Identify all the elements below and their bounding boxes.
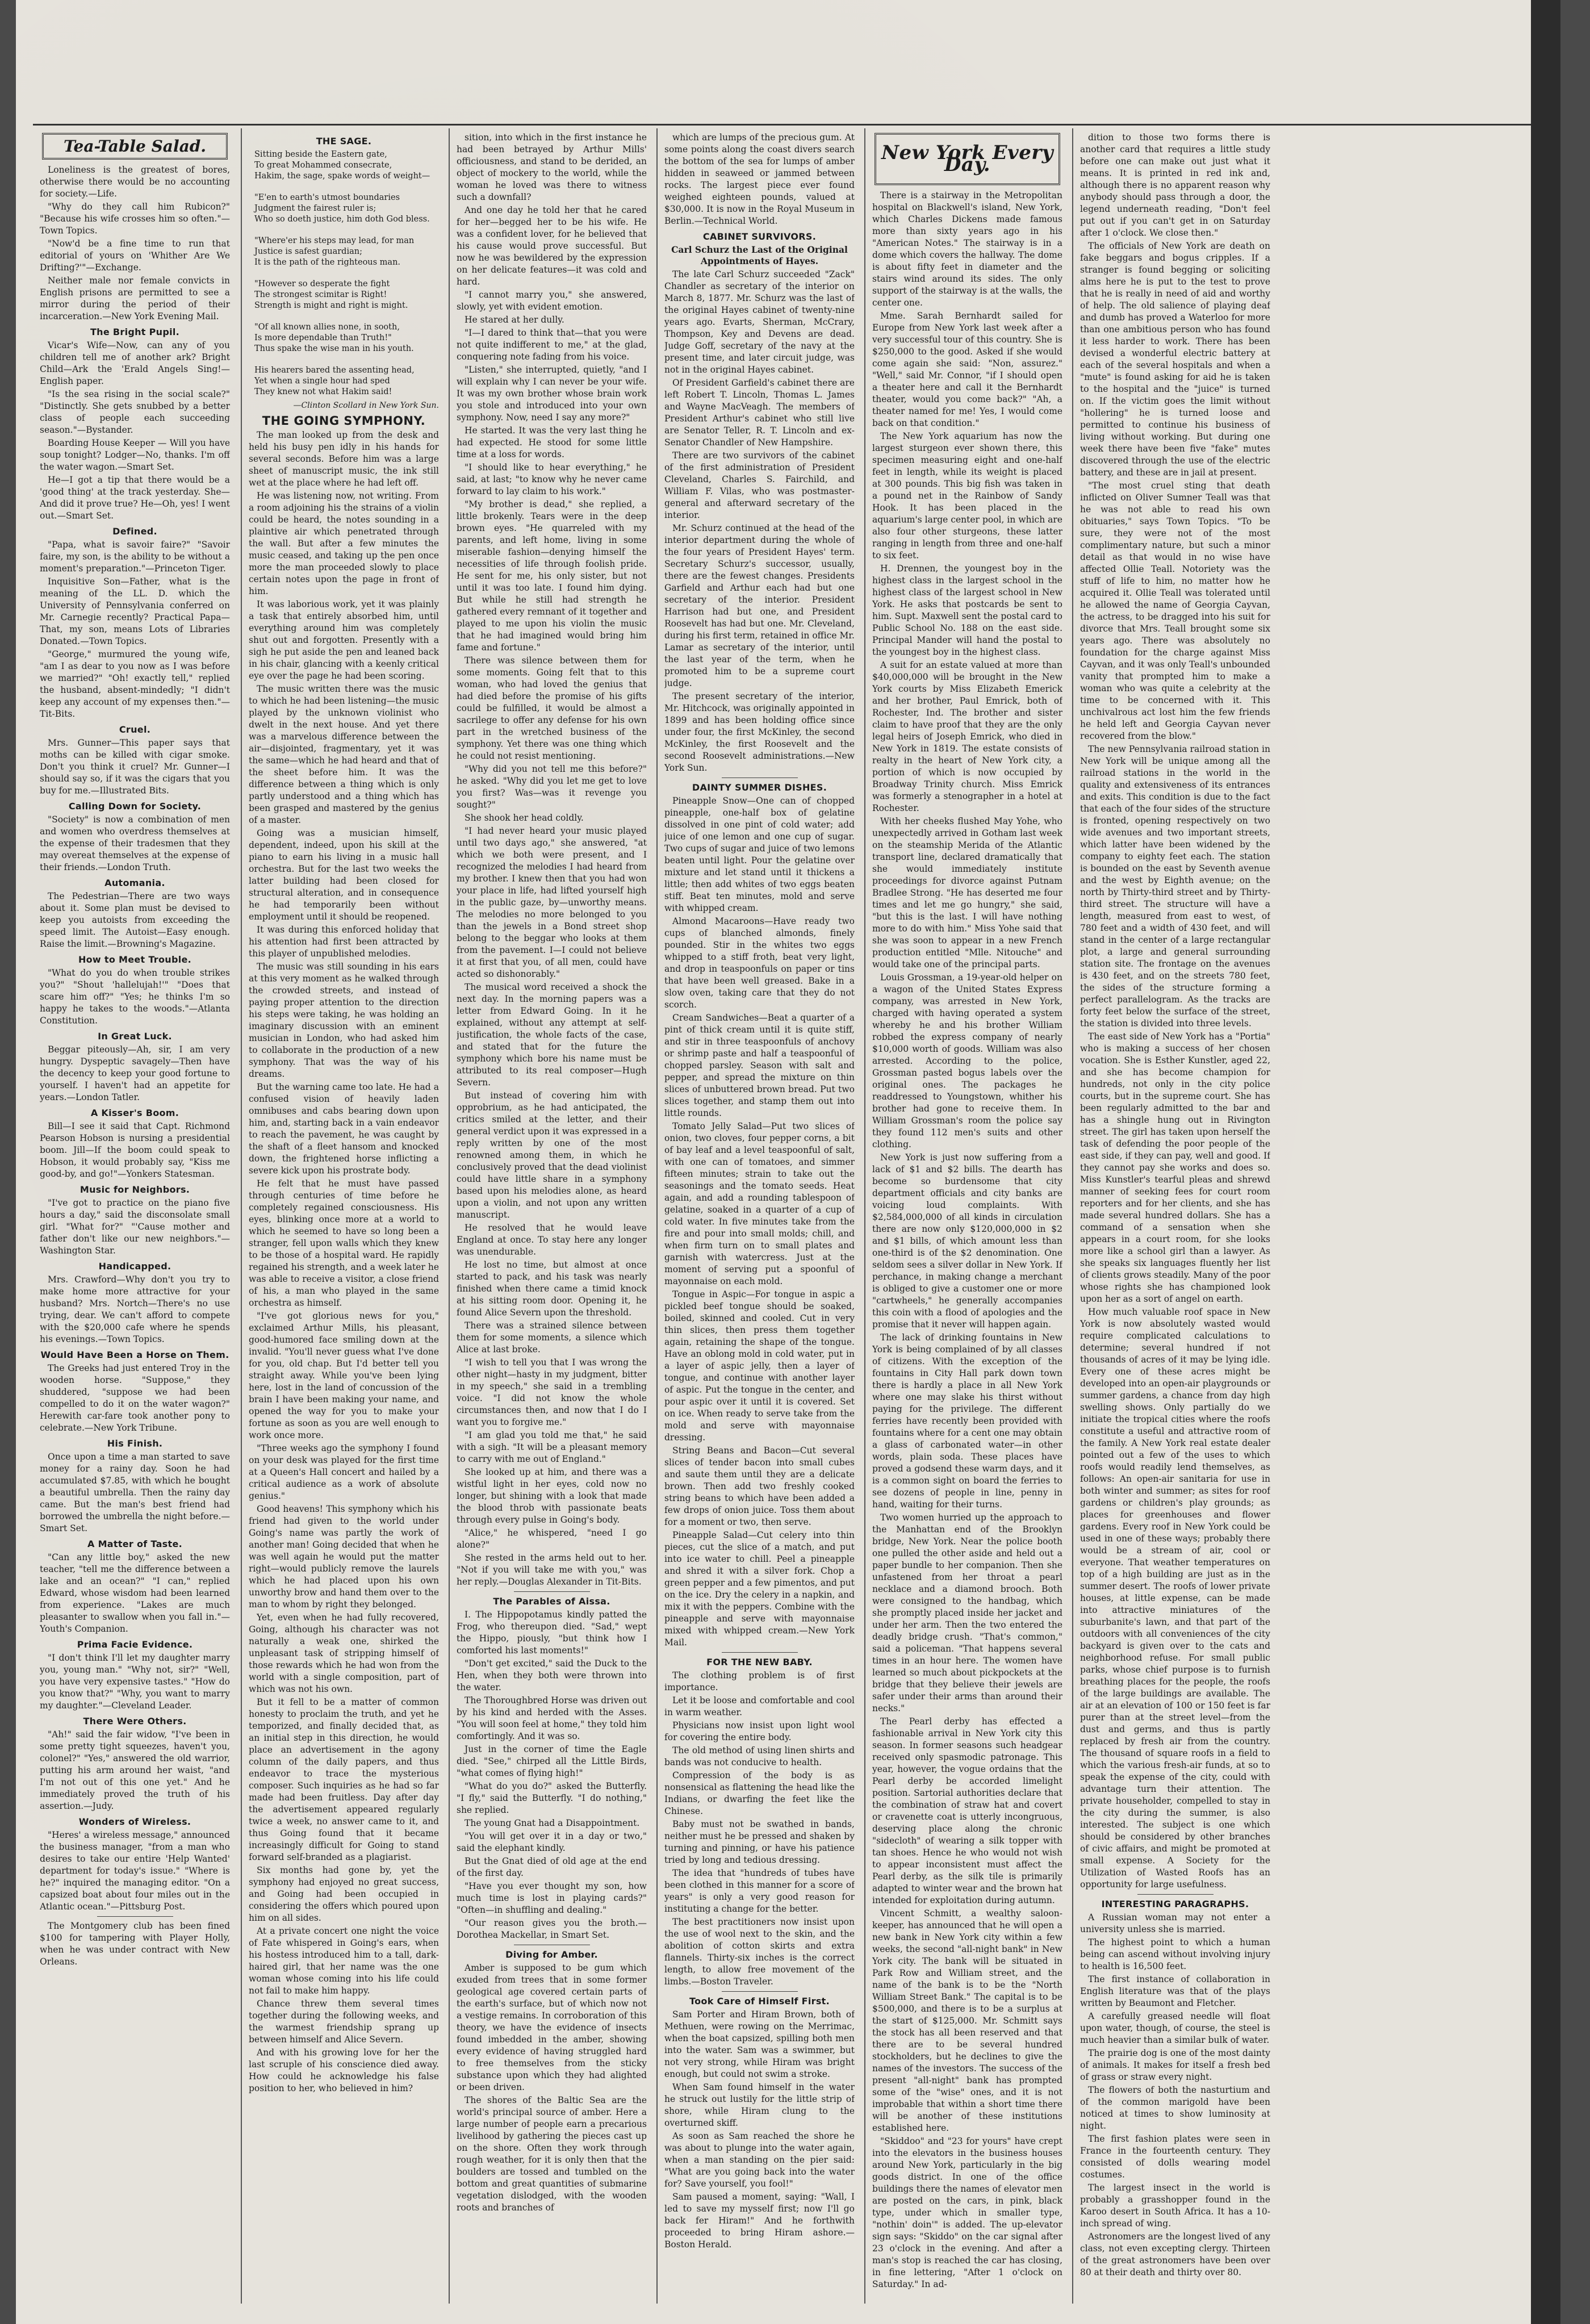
story-headline: THE GOING SYMPHONY. <box>262 414 426 428</box>
article-paragraph: The largest insect in the world is probably a grasshopper found in the Karoo desert in South Africa. It has a 10-inch spread of wing. <box>1080 2183 1270 2229</box>
article-paragraph: The young Gnat had a Disappointment. <box>465 1818 640 1828</box>
article-paragraph: The Pedestrian—There are two ways about it. Some plan must be devised to keep you autoists from exceeding the speed limit. The Autoist—Easy enough. Raise the limit.—Browning's Magazine. <box>40 891 230 949</box>
column-4 <box>664 132 855 2301</box>
section-heading: In Great Luck. <box>98 1031 172 1042</box>
article-paragraph: "I am glad you told me that," he said with a sigh. "It will be a pleasant memory to carry with me out of England." <box>457 1430 647 1464</box>
article-paragraph: Mrs. Gunner—This paper says that moths can be killed with cigar smoke. Don't you think it cruel? Mr. Gunner—I should say so, if it was the cigars that you buy for me.—Illustrated Bits. <box>40 738 230 796</box>
article-paragraph: Sam Porter and Hiram Brown, both of Methuen, were rowing on the Merrimac, when the boat capsized, spilling both men into the water. Sam was a swimmer, but not very strong, while Hiram was bright enough, but could not swim a stroke. <box>664 2009 855 2079</box>
column-3 <box>457 132 647 2301</box>
article-paragraph: How much valuable roof space in New York is now absolutely wasted would require complicated calculations to determine; several hundred if not thousands of acres of it may be lying idle. Every one of these acres might be developed into an open-air playgrounds or summer gardens, a chance from day high swelling shows. Only partially do we initiate the tropical cities where the roofs constitute a useful and attractive room of the family. A New York real estate dealer pointed out a few of the uses to which roofs would readily lend themselves, as follows: An open-air sanitaria for use in both winter and summer; as sites for roof gardens or children's play grounds; as places for greenhouses and flower gardens. Every roof in New York could be used in one of these ways; probably there would be a stream of air, cool or everyone. That weather temperatures on top of a high building are just as in the summer desert. The roofs of lower private houses, at little expense, can be made into attractive miniatures of the suburbanite's lawn, and that part of the outdoors with all conveniences of the city backyard is given over to the cats and neighborhood refuse. For small public parks, whose chief purpose is to furnish breathing places for the people, the roofs of the large buildings are available. The air at an elevation of 100 or 150 feet is far purer than at the street level—from the dust and germs, and thus is partly replaced by fresh air from the country. The thousand of square roofs in a field to which the various fresh-air funds, at so to speak the expense of the city, could with advantage turn their attention. The private householder, compelled to stay in the city during the summer, is also interested. The subject is one which should be considered by other branches of civic affairs, and might be promoted at small expense. A Society for the Utilization of Wasted Roofs has an opportunity for large usefulness. <box>1080 1307 1270 1890</box>
article-paragraph: "Is the sea rising in the social scale?" "Distinctly. She gets snubbed by a better class of people each succeeding season."—Bystander. <box>40 389 230 435</box>
section-heading: The Bright Pupil. <box>90 327 180 337</box>
article-paragraph: "I cannot marry you," she answered, slowly, yet with evident emotion. <box>457 290 647 312</box>
article-paragraph: Vicar's Wife—Now, can any of you children tell me of another ark? Bright Child—Ark the 'Erald Angels Sing!—English paper. <box>40 340 230 386</box>
article-paragraph: But the warning came too late. He had a confused vision of heavily laden omnibuses and cabs bearing down upon him, and, starting back in a vain endeavor to reach the pavement, he was caught by the shaft of a fleet hansom and knocked down, the frightened horse inflicting a severe kick upon his prostrate body. <box>249 1082 439 1176</box>
column-rule <box>449 128 450 2304</box>
article-paragraph: "Papa, what is savoir faire?" "Savoir faire, my son, is the ability to be without a moment's preparation."—Princeton Tiger. <box>40 540 230 574</box>
article-paragraph: The best practitioners now insist upon the use of wool next to the skin, and the abolition of cotton skirts and extra flannels. Thirty-six inches is the correct length, to allow free movement of the limbs.—Boston Traveler. <box>664 1917 855 1987</box>
article-paragraph: "What do you do?" asked the Butterfly. "I fly," said the Butterfly. "I do nothing," she replied. <box>457 1781 647 1815</box>
section-heading: DAINTY SUMMER DISHES. <box>692 782 827 793</box>
article-paragraph: It was laborious work, yet it was plainly a task that entirely absorbed him, until everything around him was completely shut out and forgotten. Presently with a sigh he put aside the pen and leaned back in his chair, glancing with a keenly critical eye over the page he had been scoring. <box>249 599 439 681</box>
article-paragraph: Of President Garfield's cabinet there are left Robert T. Lincoln, Thomas L. James and Wayne MacVeagh. The members of President Arthur's cabinet who still live are Senator Teller, R. T. Lincoln and ex-Senator Chandler of New Hampshire. <box>664 378 855 448</box>
article-paragraph: "The most cruel sting that death inflicted on Oliver Sumner Teall was that he was not able to read his own obituaries," says Town Topics. "To be sure, they were not of the most complimentary nature, but such a minor detail as that would in no wise have affected Ollie Teall. Notoriety was the stuff of life to him, no matter how he acquired it. Ollie Teall was tolerated until he allowed the name of Georgia Cayvan, the actress, to be dragged into his suit for divorce that Mrs. Teall brought some six years ago. There was absolutely no foundation for the charge against Miss Cayvan, and it was only Teall's unbounded vanity that prompted him to make a woman who was quite a celebrity at the time to be concerned with it. This unchivalrous act lost him the few friends he held left and Georgia Cayvan never recovered from the blow." <box>1080 480 1270 741</box>
article-paragraph: Bill—I see it said that Capt. Richmond Pearson Hobson is nursing a presidential boom. Jill—If the boom could speak to Hobson, it would probably say, "Kiss me good-by, and go!"—Yonkers Statesman. <box>40 1121 230 1179</box>
article-paragraph: There was a strained silence between them for some moments, a silence which Alice at last broke. <box>457 1320 647 1355</box>
section-heading: Calling Down for Society. <box>68 801 202 812</box>
article-paragraph: He stared at her dully. <box>465 315 564 325</box>
separator-rule <box>722 1991 798 1992</box>
article-paragraph: He lost no time, but almost at once started to pack, and his task was nearly finished when there came a timid knock at his sitting room door. Opening it, he found Alice Severn upon the threshold. <box>457 1260 647 1318</box>
article-paragraph: "Skiddoo" and "23 for yours" have crept into the elevators in the business houses around New York, particularly in the big goods district. In one of the office buildings there the names of elevator men are posted on the cars, in pink, black type, under which in smaller type, "nothin' doin'" is added. The up-elevator sign says: "Skiddo" on the car signal after 23 o'clock in the evening. And after a man's stop is reached the car has closing, in fine lettering, "After 1 o'clock on Saturday." In ad- <box>872 2136 1062 2289</box>
article-paragraph: The New York aquarium has now the largest sturgeon ever shown there, this specimen measuring eight and one-half feet in length, while its weight is placed at 300 pounds. This big fish was taken in a pound net in the Rainbow of Sandy Hook. It has been placed in the aquarium's large center pool, in which are also four other sturgeons, these latter ranging in length from three and one-half to six feet. <box>872 431 1062 561</box>
article-paragraph: The man looked up from the desk and held his busy pen idly in his hands for several seconds. Before him was a large sheet of manuscript music, the ink still wet at the place where he had left off. <box>249 430 439 488</box>
article-paragraph: She rested in the arms held out to her. "Not if you will take me with you," was her reply.—Douglas Alexander in Tit-Bits. <box>457 1553 647 1587</box>
article-paragraph: The late Carl Schurz succeeded "Zack" Chandler as secretary of the interior on March 8, 1877. Mr. Schurz was the last of the original Hayes cabinet of twenty-nine years ago. Evarts, Sherman, McCrary, Thompson, Key and Devens are dead. Judge Goff, secretary of the navy at the present time, and later circuit judge, was not in the original Hayes cabinet. <box>664 269 855 375</box>
article-paragraph: "I had never heard your music played until two days ago," she answered, "at which we both were present, and I recognized the melodies I had heard from my brother. I knew then that you had won your place in life, had lifted yourself high in the public gaze, by—unworthy means. The melodies no more belonged to you than the jewels in a Bond street shop belong to the beggar who looks at them from the pavement. I—I could not believe it at first that you, of all men, could have acted so dishonorably." <box>457 826 647 979</box>
article-paragraph: "Society" is now a combination of men and women who overdress themselves at the expense of their tradesmen that they may overeat themselves at the expense of their friends.—London Truth. <box>40 814 230 872</box>
article-paragraph: Pineapple Salad—Cut celery into thin pieces, cut the slice of a match, and put into ice water to chill. Peel a pineapple and shred it with a silver fork. Chop a green pepper and a few pimentos, and put on the ice. Dry the celery in a napkin, and mix it with the peppers. Combine with the pineapple and serve with mayonnaise mixed with whipped cream.—New York Mail. <box>664 1530 855 1648</box>
article-paragraph: "Don't get excited," said the Duck to the Hen, when they both were thrown into the water. <box>457 1658 647 1692</box>
section-heading: A Matter of Taste. <box>87 1539 182 1549</box>
column-rule <box>1072 128 1073 2304</box>
section-heading: Defined. <box>112 526 157 537</box>
section-heading: Cruel. <box>119 724 151 735</box>
section-heading: THE SAGE. <box>316 136 372 147</box>
article-paragraph: "I should like to hear everything," he said, at last; "to know why he never came forward to lay claim to his work." <box>457 462 647 496</box>
article-paragraph: The Montgomery club has been fined $100 for tampering with Player Holly, when he was under contract with New Orleans. <box>40 1921 230 1967</box>
section-heading: Wonders of Wireless. <box>78 1816 191 1827</box>
article-paragraph: Boarding House Keeper — Will you have soup tonight? Lodger—No, thanks. I'm off the water wagon.—Smart Set. <box>40 438 230 472</box>
article-paragraph: New York is just now suffering from a lack of $1 and $2 bills. The dearth has become so burdensome that city department officials and city banks are voicing loud complaints. With $2,584,000,000 of all kinds in circulation there are now only $120,000,000 in $2 and $1 bills, of which amount less than one-third is of the $2 denomination. One seldom sees a silver dollar in New York. If perchance, in making change a merchant is obliged to give a customer one or more "cartwheels," he generally accompanies this coin with a flood of apologies and the promise that it never will happen again. <box>872 1152 1062 1330</box>
article-paragraph: He—I got a tip that there would be a 'good thing' at the track yesterday. She—And did it prove true? He—Oh, yes! I went out.—Smart Set. <box>40 475 230 521</box>
article-paragraph: Tomato Jelly Salad—Put two slices of onion, two cloves, four pepper corns, a bit of bay leaf and a level teaspoonful of salt, with one can of tomatoes, and simmer fifteen minutes; strain to take out the seasonings and the tomato seeds. Heat again, and add a rounding tablespoon of gelatine, soaked in a quarter of a cup of cold water. In five minutes take from the fire and pour into small molds; chill, and when firm turn on to small plates and garnish with watercress. Just at the moment of serving put a spoonful of mayonnaise on each mold. <box>664 1121 855 1286</box>
article-paragraph: "Can any little boy," asked the new teacher, "tell me the difference between a lake and an ocean?" "I can," replied Edward, whose wisdom had been learned from experience. "Lakes are much pleasanter to swallow when you fall in."—Youth's Companion. <box>40 1552 230 1634</box>
page-edge-shadow <box>1531 0 1560 2324</box>
article-paragraph: The music was still sounding in his ears at this very moment as he walked through the crowded streets, and instead of paying proper attention to the direction his steps were taking, he was holding an imaginary discussion with an eminent musician in London, who had asked him to collaborate in the production of a new symphony. That was the way of his dreams. <box>249 962 439 1079</box>
article-paragraph: "Heres' a wireless message," announced the business manager, "from a man who desires to take our entire 'Help Wanted' department for today's issue." "Where is he?" inquired the managing editor. "On a capsized boat about four miles out in the Atlantic ocean."—Pittsburg Post. <box>40 1830 230 1912</box>
article-paragraph: Just in the corner of time the Eagle died. "See," chirped all the Little Birds, "what comes of flying high!" <box>457 1744 647 1778</box>
article-paragraph: The old method of using linen shirts and bands was not conducive to health. <box>664 1745 855 1767</box>
article-paragraph: She looked up at him, and there was a wistful light in her eyes, cold now no longer, but shining with a look that made the blood throb with passionate beats through every pulse in Going's body. <box>457 1467 647 1525</box>
article-paragraph: The first instance of collaboration in English literature was that of the plays written by Beaumont and Fletcher. <box>1080 1974 1270 2008</box>
article-paragraph: "I don't think I'll let my daughter marry you, young man." "Why not, sir?" "Well, you have very expensive tastes." "How do you know that?" "Why, you want to marry my daughter."—Cleveland Leader. <box>40 1653 230 1711</box>
article-paragraph: "I've got glorious news for you," exclaimed Arthur Mills, his pleasant, good-humored face smiling down at the invalid. "You'll never guess what I've done for you, old chap. But I'd better tell you straight away. While you've been lying here, lost in the land of concussion of the brain I have been making your name, and opened the way for you to make your fortune as soon as you are well enough to work once more. <box>249 1311 439 1440</box>
story-subheadline: Carl Schurz the Last of the Original Appointments of Hayes. <box>671 244 848 266</box>
article-paragraph: Beggar piteously—Ah, sir, I am very hungry. Dyspeptic savagely—Then have the decency to keep your good fortune to yourself. I haven't had an appetite for years.—London Tatler. <box>40 1044 230 1102</box>
article-paragraph: Yet, even when he had fully recovered, Going, although his character was not naturally a weak one, shirked the unpleasant task of stripping himself of those rewards which he had won from the world with a single composition, part of which was not his own. <box>249 1612 439 1694</box>
section-heading: Took Care of Himself First. <box>689 1996 830 2007</box>
article-paragraph: Mme. Sarah Bernhardt sailed for Europe from New York last week after a very successful tour of this country. She is $250,000 to the good. Asked if she would come again she said: "Non, assurez." "Well," said Mr. Connor, "if I should open a theater here and call it the Bernhardt theater, would you come back?" "Ah, a theater named for me! Yes, I would come back on that condition." <box>872 311 1062 428</box>
article-paragraph: Once upon a time a man started to save money for a rainy day. Soon he had accumulated $7.85, with which he bought a beautiful umbrella. Then the rainy day came. But the man's best friend had borrowed the umbrella the night before.—Smart Set. <box>40 1452 230 1533</box>
article-paragraph: It was during this enforced holiday that his attention had first been attracted by this player of unpublished melodies. <box>249 925 439 959</box>
article-paragraph: "What do you do when trouble strikes you?" "Shout 'hallelujah!'" "Does that scare him off?" "Yes; he thinks I'm so happy he takes to the woods."—Atlanta Constitution. <box>40 968 230 1026</box>
article-paragraph: Going was a musician himself, dependent, indeed, upon his skill at the piano to earn his living in a music hall orchestra. But for the last two weeks the latter building had been closed for structural alteration, and in consequence he had temporarily been without employment until it should be reopened. <box>249 828 439 922</box>
article-paragraph: "My brother is dead," she replied, a little brokenly. Tears were in the deep brown eyes. "He quarreled with my parents, and left home, living in some miserable fashion—denying himself the necessities of life through foolish pride. He sent for me, his only sister, but not until it was too late. I found him dying. But while he still had strength he gathered every remnant of it together and played to me upon his violin the music that he had imagined would bring him fame and fortune." <box>457 499 647 653</box>
article-paragraph: Astronomers are the longest lived of any class, not even excepting clergy. Thirteen of the great astronomers have been over 80 at their death and thirty over 80. <box>1080 2231 1270 2277</box>
article-paragraph: Vincent Schmitt, a wealthy saloon-keeper, has announced that he will open a new bank in New York city within a few weeks, the second "all-night bank" in New York city. The bank will be situated in Park Row and William street, and the name of the bank is to be the "North William Street Bank." The capital is to be $500,000, and there is to be a surplus at the start of $125,000. Mr. Schmitt says the stock has all been reserved and that there are to be several hundred stockholders, but he declines to give the names of the investors. The success of the present "all-night" bank has prompted some of the "wise" ones, and it is not improbable that within a short time there will be another of these institutions established here. <box>872 1908 1062 2133</box>
article-paragraph: "George," murmured the young wife, "am I as dear to you now as I was before we married?" "Oh! exactly tell," replied the husband, absent-mindedly; "I didn't keep any account of my expenses then."—Tit-Bits. <box>40 649 230 719</box>
article-paragraph: With her cheeks flushed May Yohe, who unexpectedly arrived in Gotham last week on the steamship Merida of the Atlantic transport line, declared dramatically that she would immediately institute proceedings for divorce against Putnam Bradlee Strong. "He has deserted me four times and let me go hungry," she said, "but this is the last. I will have nothing more to do with him." Miss Yohe said that she was soon to appear in a new French production entitled "Mlle. Nitouche" and would take one of the principal parts. <box>872 816 1062 969</box>
article-paragraph: A carefully greased needle will float upon water, though, of course, the steel is much heavier than a similar bulk of water. <box>1080 2011 1270 2045</box>
article-paragraph: Physicians now insist upon light wool for covering the entire body. <box>664 1720 855 1742</box>
article-paragraph: The musical word received a shock the next day. In the morning papers was a letter from Edward Going. In it he explained, without any attempt at self-justification, the whole facts of the case, and stated that for the future the symphony which bore his name must be attributed to its real composer—Hugh Severn. <box>457 982 647 1088</box>
article-paragraph: The present secretary of the interior, Mr. Hitchcock, was originally appointed in 1899 and has been holding office since under four, the first McKinley, the second McKinley, the first Roosevelt and the second Roosevelt administrations.—New York Sun. <box>664 691 855 773</box>
section-heading: Music for Neighbors. <box>80 1184 190 1195</box>
section-heading: Prima Facie Evidence. <box>77 1639 193 1650</box>
article-paragraph: The clothing problem is of first importance. <box>664 1670 855 1692</box>
section-heading: Diving for Amber. <box>505 1949 598 1960</box>
article-paragraph: H. Drennen, the youngest boy in the highest class in the largest school in the highest class of the largest school in New York. He asks that postcards be sent to him. Supt. Maxwell sent the postal card to Public School No. 188 on the east side. Principal Mander will hand the postal to the youngest boy in the highest class. <box>872 563 1062 657</box>
article-paragraph: Good heavens! This symphony which his friend had given to the world under Going's name was partly the work of another man! Going decided that when he was well again he would put the matter right—would publicly remove the laurels which he had placed upon his own unworthy brow and hand them over to the man to whom by right they belonged. <box>249 1504 439 1610</box>
article-paragraph: Mr. Schurz continued at the head of the interior department during the whole of the four years of President Hayes' term. Secretary Schurz's successor, usually, there are the fewest changes. Presidents Garfield and Arthur each had but one secretary of the interior. President Harrison had but one, and President Roosevelt has had but one. Mr. Cleveland, during his first term, retained in office Mr. Lamar as secretary of the interior, until the last year of the term, when he promoted him to be a supreme court judge. <box>664 523 855 688</box>
article-paragraph: But instead of covering him with opprobrium, as he had anticipated, the critics smiled at the letter, and their general verdict upon it was expressed in a reply written by one of the most renowned among them, in which he conclusively proved that the dead violinist could have little share in a symphony based upon his melodies alone, as heard upon a violin, and not upon any written manuscript. <box>457 1090 647 1220</box>
article-paragraph: I. The Hippopotamus kindly patted the Frog, who thereupon died. "Sad," wept the Hippo, piously, "but think how I comforted his last moments!" <box>457 1610 647 1656</box>
article-paragraph: Six months had gone by, yet the symphony had enjoyed no great success, and Going had been occupied in considering the offers which poured upon him on all sides. <box>249 1865 439 1923</box>
article-paragraph: Mrs. Crawford—Why don't you try to make home more attractive for your husband? Mrs. Nortch—There's no use trying, dear. We can't afford to compete with the $20,000 cafe where he spends his evenings.—Town Topics. <box>40 1274 230 1344</box>
article-paragraph: He was listening now, not writing. From a room adjoining his the strains of a violin could be heard, the notes sounding in a plaintive air which penetrated through the wall. But after a few minutes the music ceased, and taking up the pen once more the man proceeded slowly to place certain notes upon the page in front of him. <box>249 491 439 596</box>
article-paragraph: "You will get over it in a day or two," said the elephant kindly. <box>457 1831 647 1853</box>
article-paragraph: But it fell to be a matter of common honesty to proclaim the truth, and yet he temporized, and finally decided that, as an initial step in this direction, he would place an advertisement in the agony column of the daily papers, and thus endeavor to trace the mysterious composer. Such inquiries as he had so far made had been fruitless. Day after day the advertisement appeared regularly twice a week, no answer came to it, and thus Going found that it became increasingly difficult for Going to stand forward self-branded as a plagiarist. <box>249 1697 439 1862</box>
article-paragraph: Baby must not be swathed in bands, neither must he be pressed and shaken by turning and pinning, or have his patience tried by long and tedious dressing. <box>664 1819 855 1865</box>
article-paragraph: A suit for an estate valued at more than $40,000,000 will be brought in the New York courts by Miss Elizabeth Emerick and her brother, Paul Emrick, both of Rochester, Ind. The brother and sister claim to have proof that they are the only legal heirs of Joseph Emrick, who died in New York in 1819. The estate consists of realty in the heart of New York city, a portion of which is now occupied by Broadway Trinity church. Miss Emrick was formerly a stenographer in a hotel at Rochester. <box>872 660 1062 813</box>
article-paragraph: The Greeks had just entered Troy in the wooden horse. "Suppose," they shuddered, "suppose we had been compelled to do it on the water wagon?" Herewith car-fare took another pony to celebrate.—New York Tribune. <box>40 1363 230 1433</box>
section-heading: Automania. <box>104 877 165 888</box>
article-paragraph: Cream Sandwiches—Beat a quarter of a pint of thick cream until it is quite stiff, and stir in three teaspoonfuls of anchovy or shrimp paste and half a teaspoonful of chopped parsley. Season with salt and pepper, and spread the mixture on thin slices of unbuttered brown bread. Put two slices together, and stamp them out into little rounds. <box>664 1013 855 1118</box>
separator-rule <box>97 1916 173 1917</box>
section-heading: Would Have Been a Horse on Them. <box>40 1349 229 1360</box>
section-heading: INTERESTING PARAGRAPHS. <box>1101 1899 1249 1909</box>
separator-rule <box>514 1591 590 1592</box>
poem-credit: —Clinton Scollard in New York Sun. <box>293 401 439 410</box>
column-rule <box>656 128 658 2304</box>
article-paragraph: "I wish to tell you that I was wrong the other night—hasty in my judgment, bitter in my speech," she said in a trembling voice. "I did not know the whole circumstances then, and now that I do I want you to forgive me." <box>457 1357 647 1427</box>
article-paragraph: The officials of New York are death on fake beggars and bogus cripples. If a stranger is found begging or soliciting alms here he is put to the test to prove that he is really in need of aid and worthy of help. The old salience of playing deaf and dumb has proved a Waterloo for more than one ambitious person who has found it less harder to work. There has been devised a wonderful electric battery at each of the several hospitals and when a "mute" is found asking for aid he is taken to the hospital and the "juice" is turned on. If the victim goes the limit without "hollering" he is turned loose and permitted to continue his business of living without working. But during one week there have been five "fake" mutes discovered through the use of the electric battery, and these are in jail at present. <box>1080 241 1270 478</box>
article-paragraph: Neither male nor female convicts in English prisons are permitted to see a mirror during the period of their incarceration.—New York Evening Mail. <box>40 275 230 321</box>
article-paragraph: "Alice," he whispered, "need I go alone?" <box>457 1528 647 1550</box>
article-paragraph: "I—I dared to think that—that you were not quite indifferent to me," at the glad, conquering note fading from his voice. <box>457 328 647 362</box>
article-paragraph: But the Gnat died of old age at the end of the first day. <box>457 1856 647 1878</box>
article-paragraph: He felt that he must have passed through centuries of time before he completely regained consciousness. His eyes, blinking once more at a world to which he seemed to have so long been a stranger, fell upon walls which they knew to be those of a hospital ward. He rapidly regained his strength, and a week later he was able to receive a visitor, a close friend of his, a man who played in the same orchestra as himself. <box>249 1178 439 1308</box>
article-paragraph: "Why do they call him Rubicon?" "Because his wife crosses him so often."—Town Topics. <box>40 202 230 236</box>
column-6 <box>1080 132 1270 2301</box>
article-paragraph: "I've got to practice on the piano five hours a day," said the disconsolate small girl. "What for?" "'Cause mother and father don't like our new neighbors."—Washington Star. <box>40 1198 230 1256</box>
article-paragraph: "Have you ever thought my son, how much time is lost in playing cards?" "Often—in shuffling and dealing." <box>457 1881 647 1915</box>
article-paragraph: "Three weeks ago the symphony I found on your desk was played for the first time at a Queen's Hall concert and hailed by a critical audience as a work of absolute genius." <box>249 1443 439 1501</box>
article-paragraph: At a private concert one night the voice of Fate whispered in Going's ears, when his hostess introduced him to a tall, dark-haired girl, that her name was the one woman whose coming into his life could not fail to make him happy. <box>249 1926 439 1996</box>
poem-text: Sitting beside the Eastern gate, To great Mohammed consecrate, Hakim, the sage, spake words of weight— "E'en to earth's utmost boundaries Judgment the fairest ruler is; Who so doeth justice, him doth God bless. "Where'er his steps may lead, for man Justice is safest guardian; It is the path of the righteous man. "However so desperate the fight The strongest scimitar is Right! Strength is might and right is might. "Of all known allies none, in sooth, Is more dependable than Truth!" Thus spake the wise man in his youth. His hearers bared the assenting head, Yet when a single hour had sped They knew not what Hakim said! <box>254 150 430 396</box>
article-paragraph: "Ah!" said the fair widow, "I've been in some pretty tight squeezes, haven't you, colonel?" "Yes," answered the old warrior, putting his arm around her waist, "and I'm not out of this one yet." And he immediately proved the truth of his assertion.—Judy. <box>40 1729 230 1811</box>
tea-table-salad-banner: Tea-Table Salad. <box>42 133 228 160</box>
article-paragraph: The highest point to which a human being can ascend without involving injury to health is 16,500 feet. <box>1080 1937 1270 1971</box>
section-heading: There Were Others. <box>83 1716 187 1727</box>
separator-rule <box>722 1652 798 1653</box>
article-paragraph: dition to those two forms there is another card that requires a little study before one can make out just what it means. It is printed in red ink and, although there is no apparent reason why anybody should pass through a door, the legend underneath reading, "Don't feel put out if you can't get in on Saturday after 1 o'clock. We close then." <box>1080 132 1270 238</box>
article-paragraph: The prairie dog is one of the most dainty of animals. It makes for itself a fresh bed of grass or straw every night. <box>1080 2048 1270 2082</box>
article-paragraph: When Sam found himself in the water he struck out lustily for the little strip of shore, while Hiram clung to the overturned skiff. <box>664 2082 855 2128</box>
section-heading: How to Meet Trouble. <box>78 954 192 965</box>
article-paragraph: The idea that "hundreds of tubes have been clothed in this manner for a score of years" is only a very good reason for instituting a change for the better. <box>664 1868 855 1914</box>
column-2 <box>249 132 439 2301</box>
article-paragraph: Two women hurried up the approach to the Manhattan end of the Brooklyn bridge, New York. Near the police booth one pulled the other aside and held out a paper bundle to her companion. Then she unfastened from her throat a pearl necklace and a diamond brooch. Both were consigned to the handbag, which she promptly placed inside her jacket and under her arm. Then the two entered the deadly bridge crush. "That's common," said a policeman. "That happens several times in an hour here. The women have learned so much about pickpockets at the bridge that they believe their jewels are safer under their arms than around their necks." <box>872 1512 1062 1713</box>
article-paragraph: String Beans and Bacon—Cut several slices of tender bacon into small cubes and saute them until they are a delicate brown. Then add two freshly cooked string beans to which have been added a few drops of onion juice. Toss them about for a moment or two, then serve. <box>664 1445 855 1527</box>
article-paragraph: which are lumps of the precious gum. At some points along the coast divers search the bottom of the sea for lumps of amber hidden in seaweed or jammed between rocks. The largest piece ever found weighed eighteen pounds, valued at $30,000. It is now in the Royal Museum in Berlin.—Technical World. <box>664 132 855 226</box>
article-paragraph: The music written there was the music to which he had been listening—the music played by the unknown violinist who dwelt in the next house. And yet there was a marvelous difference between the air—disjointed, fragmentary, yet it was the same—which he had heard and that of the sheet before him. It was the difference between a thing which is only partly understood and a thing which has been grasped and mastered by the genius of a master. <box>249 684 439 825</box>
section-heading: FOR THE NEW BABY. <box>706 1657 813 1667</box>
article-paragraph: He started. It was the very last thing he had expected. He stood for some little time at a loss for words. <box>457 425 647 459</box>
article-paragraph: Pineapple Snow—One can of chopped pineapple, one-half box of gelatine dissolved in one pint of cold water; add juice of one lemon and one cup of sugar. Two cups of sugar and juice of two lemons beaten until light. Pour the gelatine over mixture and let stand until it thickens a little; then add whites of two eggs beaten stiff. Beat ten minutes, mold and serve with whipped cream. <box>664 796 855 913</box>
article-paragraph: "Our reason gives you the broth.—Dorothea Mackellar, in Smart Set. <box>457 1918 647 1940</box>
article-paragraph: sition, into which in the first instance he had been betrayed by Arthur Mills' officiousness, and stand to be derided, an object of mockery to the world, while the woman he loved was there to witness such a downfall? <box>457 132 647 202</box>
article-paragraph: The shores of the Baltic Sea are the world's principal source of amber. Here a large number of people earn a precarious livelihood by gathering the pieces cast up on the shore. Often they work through rough weather, for it is only then that the boulders are tossed and tumbled on the bottom and great quantities of submarine vegetation dislodged, with the wooden roots and branches of <box>457 2095 647 2213</box>
top-rule <box>33 124 1532 126</box>
article-paragraph: The east side of New York has a "Portia" who is making a success of her chosen vocation. She is Esther Kunstler, aged 22, and she has become champion for hundreds, not only in the city police courts, but in the supreme court. She has been regularly admitted to the bar and has a shingle hung out in Rivington street. The girl has taken upon herself the task of defending the poor people of the east side, if they can pay, well and good. If they cannot pay she works and does so. Miss Kunstler's tearful pleas and shrewd manner of seeking fees for court room reporters and for her clients, and she has made several hundred dollars. She has a command of a sensation when she appears in a court room, for she looks more like a school girl than a lawyer. As she speaks six languages fluently her list of clients grows steadily. Many of the poor whose rights she has championed look upon her as a sort of angel on earth. <box>1080 1031 1270 1304</box>
article-paragraph: "Why did you not tell me this before?" he asked. "Why did you let me get to love you first? Was—was it revenge you sought?" <box>457 764 647 810</box>
article-paragraph: As soon as Sam reached the shore he was about to plunge into the water again, when a man standing on the pier said: "What are you going back into the water for? Save yourself, you fool!" <box>664 2131 855 2189</box>
article-paragraph: The first fashion plates were seen in France in the fourteenth century. They consisted of dolls wearing model costumes. <box>1080 2134 1270 2180</box>
article-paragraph: Amber is supposed to be gum which exuded from trees that in some former geological age covered certain parts of the earth's surface, but of which now not a vestige remains. In corroboration of this theory, we have the evidence of insects found imbedded in the amber, showing every evidence of having struggled hard to free themselves from the sticky substance upon which they had alighted or been driven. <box>457 1963 647 2092</box>
article-paragraph: Let it be loose and comfortable and cool in warm weather. <box>664 1695 855 1717</box>
article-paragraph: Sam paused a moment, saying: "Wall, I led to save my mysself first; now I'll go back fer Hiram!" And he forthwith proceeded to bring Hiram ashore.—Boston Herald. <box>664 2192 855 2250</box>
article-paragraph: "Now'd be a fine time to run that editorial of yours on 'Whither Are We Drifting?'"—Exchange. <box>40 239 230 273</box>
separator-rule <box>1137 1894 1214 1895</box>
article-paragraph: Loneliness is the greatest of bores, otherwise there would be no accounting for society.—Life. <box>40 165 230 199</box>
column-1 <box>40 132 230 2301</box>
column-rule <box>864 128 865 2304</box>
article-paragraph: There was silence between them for some moments. Going felt that to this woman, who had loved the genius that had died before the promise of his gifts could be fulfilled, it would be almost a sacrilege to offer any defense for his own part in the wretched business of the symphony. Yet there was one thing which he could not resist mentioning. <box>457 655 647 761</box>
section-heading: CABINET SURVIVORS. <box>702 231 817 242</box>
article-paragraph: Inquisitive Son—Father, what is the meaning of the LL. D. which the University of Pennsylvania conferred on Mr. Carnegie recently? Practical Papa—That, my son, means Lots of Libraries Donated.—Town Topics. <box>40 576 230 646</box>
column-5 <box>872 132 1062 2301</box>
article-paragraph: He resolved that he would leave England at once. To stay here any longer was unendurable. <box>457 1223 647 1257</box>
section-heading: Handicapped. <box>98 1261 171 1272</box>
article-paragraph: The Pearl derby has effected a fashionable arrival in New York city this season. In former seasons such headgear received only spasmodic patronage. This year, however, the vogue ordains that the Pearl derby be accorded limelight position. Sartorial authorities declare that the combination of straw hat and covert or cravenette coat is utterly incongruous, deserving place along the chronic "sidecloth" of wearing a silk topper with tan shoes. Hence he who would not wish to appear inconsistent must affect the Pearl derby, as the silk tile is primarily adapted to winter wear and the brown hat intended for exploitation during autumn. <box>872 1716 1062 1905</box>
article-paragraph: There is a stairway in the Metropolitan hospital on Blackwell's island, New York, which Charles Dickens made famous more than sixty years ago in his "American Notes." The stairway is in a dome which covers the hallway. The dome is about fifty feet in diameter and the stairs wind around its sides. The only support of the stairway is at the walls, the center one. <box>872 190 1062 308</box>
article-paragraph: And with his growing love for her the last scruple of his conscience died away. How could he acknowledge his false position to her, who believed in him? <box>249 2047 439 2093</box>
newspaper-page <box>16 0 1560 2324</box>
section-heading: The Parables of Aissa. <box>493 1596 610 1607</box>
article-paragraph: The new Pennsylvania railroad station in New York will be unique among all the railroad stations in the world in the quality and extensiveness of its entrances and exits. This condition is due to the fact that each of the four sides of the structure is fronted, opening respectively on two wide avenues and two important streets, which latter have been widened by the company to eighty feet each. The station is bounded on the east by Seventh avenue and the west by Eighth avenue; on the north by Thirty-third street and by Thirty-third street. The structure will have a length, measured from east to west, of 780 feet and a width of 430 feet, and will stand in the center of a large rectangular plot, a large and general surrounding station site. The frontage on the avenues is 430 feet, and on the streets 780 feet, the sides of the structure forming a perfect parallelogram. As the tracks are forty feet below the surface of the street, the station is divided into three levels. <box>1080 744 1270 1029</box>
article-paragraph: The lack of drinking fountains in New York is being complained of by all classes of citizens. With the exception of the fountains in City Hall park down town there is hardly a place in all New York where one may slake his thirst without paying for the privilege. The different ferries have recently been provided with fountains where for a cent one may obtain a glass of carbonated water—in other words, plain soda. These places have proved a godsend these warm days, and it is a common sight on board the ferries to see dozens of people in line, penny in hand, waiting for their turns. <box>872 1332 1062 1510</box>
article-paragraph: She shook her head coldly. <box>465 813 584 823</box>
article-paragraph: And one day he told her that he cared for her—begged her to be his wife. He was a confident lover, for he believed that his cause would prove successful. But now he was bewildered by the expression on her delicate features—it was cold and hard. <box>457 205 647 287</box>
section-heading: His Finish. <box>107 1438 163 1449</box>
new-york-every-day-banner: New York Every Day. <box>874 133 1060 185</box>
column-rule <box>241 128 242 2304</box>
article-paragraph: The flowers of both the nasturtium and of the common marigold have been noticed at times to show luminosity at night. <box>1080 2085 1270 2131</box>
article-paragraph: Louis Grossman, a 19-year-old helper on a wagon of the United States Express company, was arrested in New York, charged with having operated a system whereby he and his brother William robbed the express company of nearly $10,000 worth of goods. William was also arrested. According to the police, Grossman pasted bogus labels over the original ones. The packages he readdressed to Youngstown, whither his brother had gone to receive them. In William Grossman's room the police say they found 112 men's suits and other clothing. <box>872 972 1062 1150</box>
article-paragraph: Chance threw them several times together during the following weeks, and the warmest friendship sprang up between himself and Alice Severn. <box>249 1999 439 2045</box>
article-paragraph: Almond Macaroons—Have ready two cups of blanched almonds, finely pounded. Stir in the whites two eggs whipped to a stiff froth, beat very light, and drop in teaspoonfuls on paper or tins that have been well greased. Bake in a slow oven, taking care that they do not scorch. <box>664 916 855 1010</box>
article-paragraph: A Russian woman may not enter a university unless she is married. <box>1080 1912 1270 1934</box>
article-paragraph: "Listen," she interrupted, quietly, "and I will explain why I can never be your wife. It was my own brother whose brain work you stole and introduced into your own symphony. Now, need I say any more?" <box>457 365 647 423</box>
section-heading: A Kisser's Boom. <box>90 1107 179 1118</box>
article-paragraph: The Thoroughbred Horse was driven out by his kind and herded with the Asses. "You will soon feel at home," they told him comfortingly. And it was so. <box>457 1695 647 1741</box>
article-paragraph: Tongue in Aspic—For tongue in aspic a pickled beef tongue should be soaked, boiled, skinned and cooled. Cut in very thin slices, then press them together again, retaining the shape of the tongue. Have an oblong mold in cold water, put in a layer of aspic jelly, then a layer of tongue, and continue with another layer of aspic. Put the tongue in the center, and pour aspic over it until it is covered. Set on ice. When ready to serve take from the mold and serve with mayonnaise dressing. <box>664 1289 855 1443</box>
article-paragraph: Compression of the body is as nonsensical as flattening the head like the Indians, or dwarfing the feet like the Chinese. <box>664 1770 855 1816</box>
article-paragraph: There are two survivors of the cabinet of the first administration of President Cleveland, Charles S. Fairchild, and William F. Vilas, who was postmaster-general and afterward secretary of the interior. <box>664 450 855 520</box>
